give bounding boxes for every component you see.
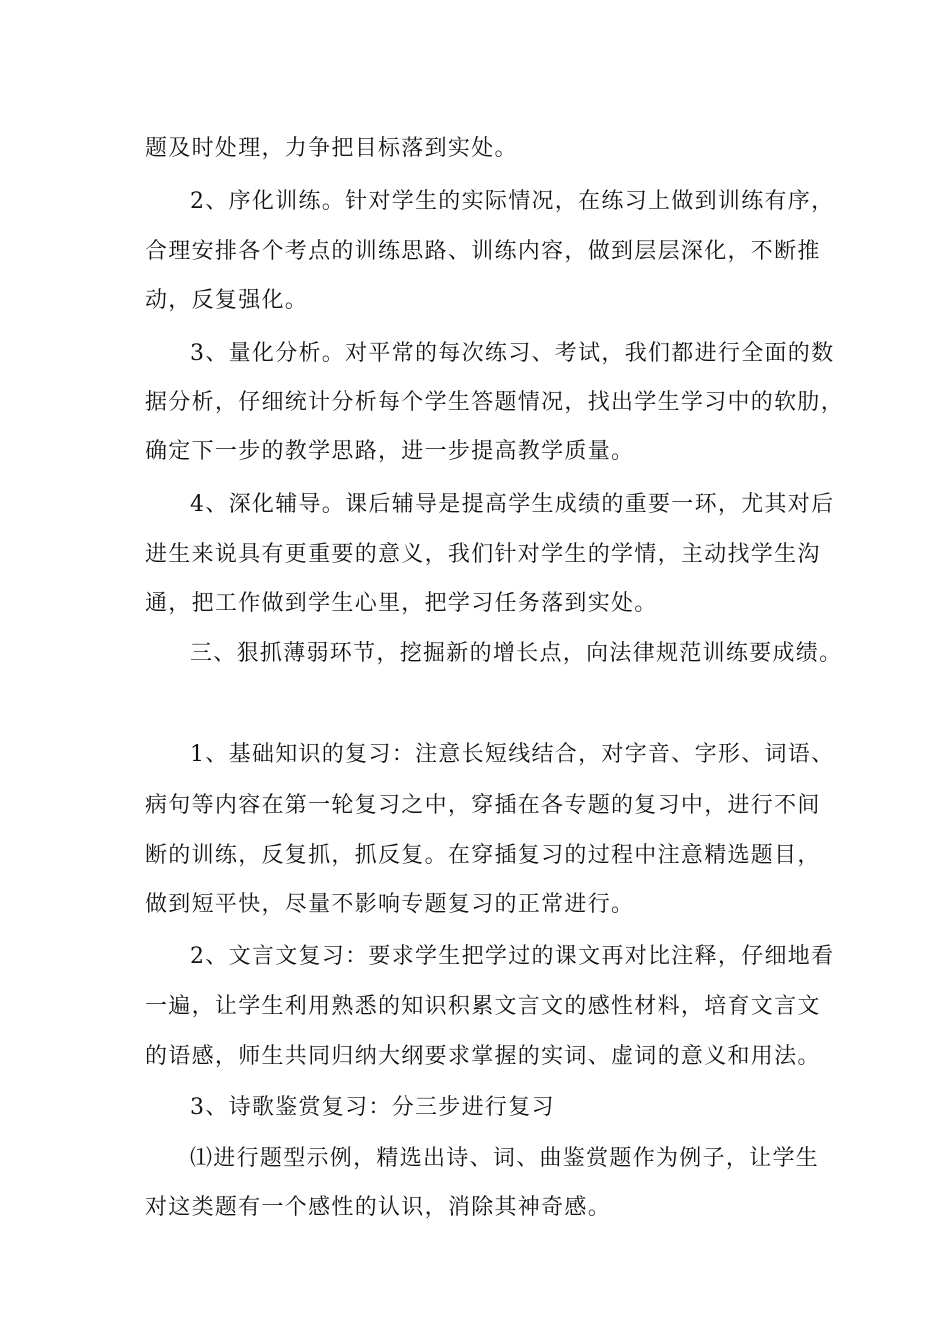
section-heading: 三、狠抓薄弱环节，挖掘新的增长点，向法律规范训练要成绩。 [190, 641, 843, 666]
text-line: 3、量化分析。对平常的每次练习、考试，我们都进行全面的数 [190, 341, 835, 366]
text-line: 动，反复强化。 [145, 288, 309, 313]
text-line: 题及时处理，力争把目标落到实处。 [145, 136, 518, 161]
text-line: 做到短平快，尽量不影响专题复习的正常进行。 [145, 892, 635, 917]
text-line: 1、基础知识的复习：注意长短线结合，对字音、字形、词语、 [190, 742, 835, 767]
text-line: 确定下一步的教学思路，进一步提高教学质量。 [145, 439, 635, 464]
text-line: 通，把工作做到学生心里，把学习任务落到实处。 [145, 591, 658, 616]
text-line: ⑴进行题型示例，精选出诗、词、曲鉴赏题作为例子，让学生 [190, 1146, 820, 1171]
text-line: 据分析，仔细统计分析每个学生答题情况，找出学生学习中的软肋， [145, 390, 845, 415]
text-line: 一遍，让学生利用熟悉的知识积累文言文的感性材料，培育文言文 [145, 994, 821, 1019]
text-line: 4、深化辅导。课后辅导是提高学生成绩的重要一环，尤其对后 [190, 492, 835, 517]
text-line: 对这类题有一个感性的认识，消除其神奇感。 [145, 1195, 612, 1220]
text-line: 断的训练，反复抓，抓反复。在穿插复习的过程中注意精选题目， [145, 843, 821, 868]
text-line: 的语感，师生共同归纳大纲要求掌握的实词、虚词的意义和用法。 [145, 1044, 821, 1069]
text-line: 2、文言文复习：要求学生把学过的课文再对比注释，仔细地看 [190, 944, 835, 969]
text-line: 合理安排各个考点的训练思路、训练内容，做到层层深化，不断推 [145, 239, 821, 264]
text-line: 进生来说具有更重要的意义，我们针对学生的学情，主动找学生沟 [145, 542, 821, 567]
text-line: 3、诗歌鉴赏复习：分三步进行复习 [190, 1095, 555, 1120]
text-line: 病句等内容在第一轮复习之中，穿插在各专题的复习中，进行不间 [145, 793, 821, 818]
text-line: 2、序化训练。针对学生的实际情况，在练习上做到训练有序， [190, 189, 835, 214]
